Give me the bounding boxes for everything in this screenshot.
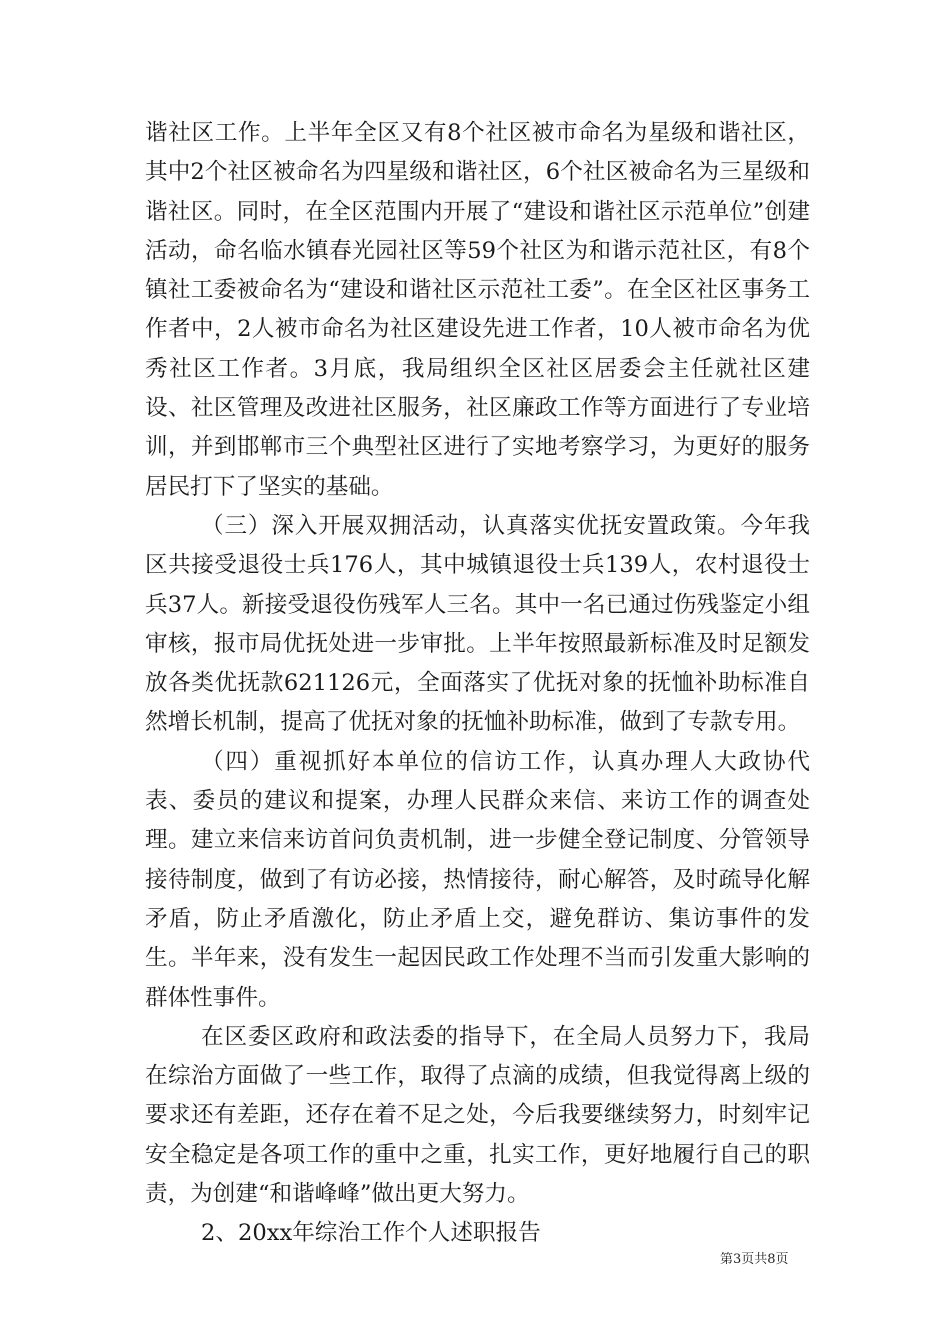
section-heading: 2、20xx年综治工作个人述职报告 [201, 1220, 541, 1247]
page-number: 第3页共8页 [720, 1252, 789, 1267]
paragraph-community-work: 谐社区工作。上半年全区又有8个社区被市命名为星级和谐社区，其中2个社区被命名为四星级和谐社区，6个社区被命名为三星级和谐社区。同时，在全区范围内开展了“建设和谐社区示范单位”创建活动，命名临水镇春光园社区等59个社区为和谐示范社区，有8个镇社工委被命名为“建设和谐社区示范社工委”。在全区社区事务工作者中，2人被市命名为社区建设先进工作者，10人被市命名为优秀社区工作者。3月底，我局组织全区社区居委会主任就社区建设、社区管理及改进社区服务，社区廉政工作等方面进行了专业培训，并到邯郸市三个典型社区进行了实地考察学习，为更好的服务居民打下了坚实的基础。 [145, 120, 810, 500]
paragraph-double-support: （三）深入开展双拥活动，认真落实优抚安置政策。今年我区共接受退役士兵176人，其中城镇退役士兵139人，农村退役士兵37人。新接受退役伤残军人三名。其中一名已通过伤残鉴定小组审核，报市局优抚处进一步审批。上半年按照最新标准及时足额发放各类优抚款621126元，全面落实了优抚对象的抚恤补助标准自然增长机制，提高了优抚对象的抚恤补助标准，做到了专款专用。 [145, 512, 810, 736]
paragraph-conclusion: 在区委区政府和政法委的指导下，在全局人员努力下，我局在综治方面做了一些工作，取得了点滴的成绩，但我觉得离上级的要求还有差距，还存在着不足之处，今后我要继续努力，时刻牢记安全稳定是各项工作的重中之重，扎实工作，更好地履行自己的职责，为创建“和谐峰峰”做出更大努力。 [145, 1023, 810, 1208]
document-body [145, 114, 810, 1254]
paragraph-petition-work: （四）重视抓好本单位的信访工作，认真办理人大政协代表、委员的建议和提案，办理人民群众来信、来访工作的调查处理。建立来信来访首问负责机制，进一步健全登记制度、分管领导接待制度，做到了有访必接，热情接待，耐心解答，及时疏导化解矛盾，防止矛盾激化，防止矛盾上交，避免群访、集访事件的发生。半年来，没有发生一起因民政工作处理不当而引发重大影响的群体性事件。 [145, 748, 810, 1011]
